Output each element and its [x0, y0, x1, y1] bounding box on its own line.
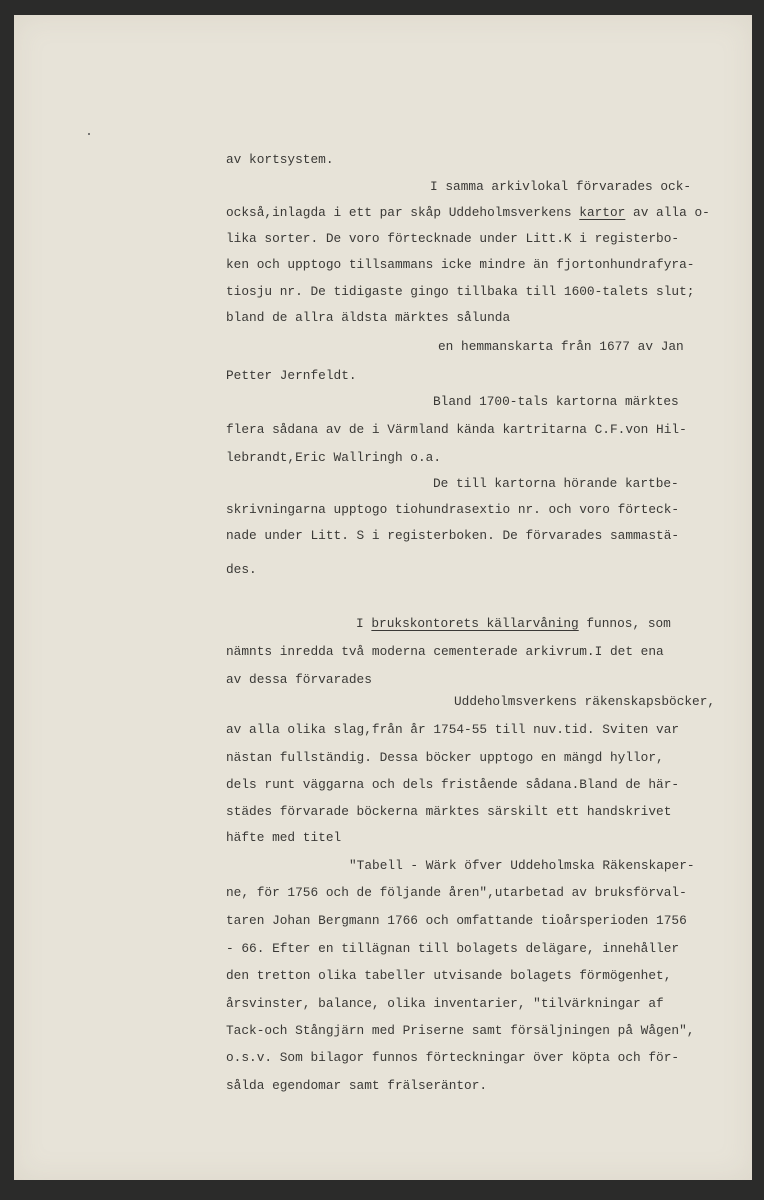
text-line: "Tabell - Wärk öfver Uddeholmska Räkenskaper- [349, 858, 695, 873]
text-line: De till kartorna hörande kartbe- [433, 476, 679, 491]
text-line: lebrandt,Eric Wallringh o.a. [226, 450, 442, 465]
text-line: städes förvarade böckerna märktes särskilt ett handskrivet [226, 804, 672, 819]
text-line: tiosju nr. De tidigaste gingo tillbaka till 1600-talets slut; [226, 284, 695, 299]
text-line: bland de allra äldsta märktes sålunda [226, 310, 511, 325]
text-line: årsvinster, balance, olika inventarier, "tilvärkningar af [226, 996, 664, 1011]
text-line: nade under Litt. S i registerboken. De förvarades sammastä- [226, 528, 680, 543]
text-line: sålda egendomar samt frälseräntor. [226, 1078, 488, 1093]
text-line: nämnts inredda två moderna cementerade arkivrum.I det ena [226, 644, 664, 659]
text-line: en hemmanskarta från 1677 av Jan [438, 339, 684, 354]
text-line: av dessa förvarades [226, 672, 372, 687]
text-line: des. [226, 562, 257, 577]
text-line: nästan fullständig. Dessa böcker upptogo en mängd hyllor, [226, 750, 664, 765]
text-line: Tack-och Stångjärn med Priserne samt försäljningen på Wågen", [226, 1023, 695, 1038]
text-line: Uddeholmsverkens räkenskapsböcker, [454, 694, 716, 709]
text-segment: av alla o- [625, 205, 710, 220]
document-page [14, 15, 752, 1180]
underlined-term-kallarvaning: brukskontorets källarvåning [371, 616, 579, 631]
text-line: o.s.v. Som bilagor funnos förteckningar över köpta och för- [226, 1050, 680, 1065]
text-line: den tretton olika tabeller utvisande bolagets förmögenhet, [226, 968, 672, 983]
text-line: Bland 1700-tals kartorna märktes [433, 394, 679, 409]
text-line: av kortsystem. [226, 152, 334, 167]
text-segment: också,inlagda i ett par skåp Uddeholmsverkens [226, 205, 580, 220]
text-line: flera sådana av de i Värmland kända kartritarna C.F.von Hil- [226, 422, 687, 437]
text-line: ken och upptogo tillsammans icke mindre än fjortonhundrafyra- [226, 257, 695, 272]
text-line: häfte med titel [226, 830, 342, 845]
text-line: Petter Jernfeldt. [226, 368, 357, 383]
text-line: - 66. Efter en tillägnan till bolagets delägare, innehåller [226, 941, 680, 956]
text-line: ne, för 1756 och de följande åren",utarbetad av bruksförval- [226, 885, 687, 900]
text-line: dels runt väggarna och dels fristående sådana.Bland de här- [226, 777, 680, 792]
underlined-term-kartor: kartor [579, 205, 626, 220]
text-line [356, 616, 671, 632]
text-line: lika sorter. De voro förtecknade under Litt.K i registerbo- [226, 231, 680, 246]
text-segment: funnos, som [578, 616, 671, 631]
text-line [226, 205, 710, 221]
text-line: I samma arkivlokal förvarades ock- [430, 179, 692, 194]
text-line: skrivningarna upptogo tiohundrasextio nr. och voro förteck- [226, 502, 680, 517]
text-line: av alla olika slag,från år 1754-55 till nuv.tid. Sviten var [226, 722, 680, 737]
text-segment: I [356, 616, 372, 631]
speck [88, 133, 90, 135]
text-line: taren Johan Bergmann 1766 och omfattande tioårsperioden 1756 [226, 913, 687, 928]
